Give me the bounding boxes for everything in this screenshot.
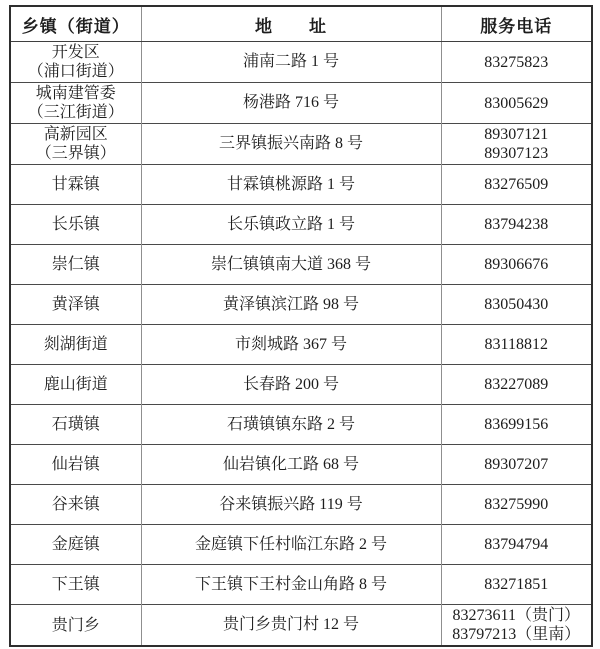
phone-line: 83276509	[484, 176, 549, 193]
phone-cell	[441, 405, 592, 445]
township-line: 下王镇	[51, 576, 100, 593]
township-cell	[10, 245, 141, 285]
table-row	[10, 405, 592, 445]
township-line: 黄泽镇	[51, 296, 100, 313]
table-row	[10, 245, 592, 285]
township-cell	[10, 485, 141, 525]
township-cell	[10, 285, 141, 325]
address-cell: 杨港路 716 号	[141, 83, 441, 124]
phone-line: 83050430	[484, 296, 549, 313]
table-row	[10, 485, 592, 525]
phone-cell	[441, 605, 592, 647]
township-cell	[10, 42, 141, 83]
phone-line: 89307123	[484, 145, 549, 162]
phone-line: 83794794	[484, 536, 549, 553]
township-line: 开发区	[51, 44, 100, 61]
township-line: 贵门乡	[51, 616, 100, 634]
phone-cell	[441, 285, 592, 325]
phone-line: 89307121	[484, 126, 549, 143]
table-row	[10, 205, 592, 245]
service-phone-table	[9, 5, 593, 647]
township-line: 金庭镇	[51, 536, 100, 553]
phone-line: 83227089	[484, 376, 549, 393]
township-line: 剡湖街道	[43, 336, 108, 353]
township-line: 甘霖镇	[51, 176, 100, 193]
address-cell: 崇仁镇镇南大道 368 号	[141, 245, 441, 285]
address-cell: 浦南二路 1 号	[141, 42, 441, 83]
phone-cell	[441, 325, 592, 365]
township-line: 崇仁镇	[51, 256, 100, 273]
township-cell	[10, 165, 141, 205]
phone-cell	[441, 42, 592, 83]
address-cell: 市剡城路 367 号	[141, 325, 441, 365]
address-cell: 石璜镇镇东路 2 号	[141, 405, 441, 445]
township-line: （三江街道）	[27, 104, 124, 121]
phone-cell	[441, 83, 592, 124]
township-line: 城南建管委	[35, 85, 116, 102]
table-row	[10, 565, 592, 605]
table-row	[10, 83, 592, 124]
address-cell: 长春路 200 号	[141, 365, 441, 405]
phone-cell	[441, 165, 592, 205]
township-cell	[10, 325, 141, 365]
township-cell	[10, 365, 141, 405]
township-line: 长乐镇	[51, 216, 100, 233]
phone-line: 83273611（贵门）	[452, 607, 580, 624]
township-cell	[10, 205, 141, 245]
phone-cell	[441, 245, 592, 285]
address-cell: 下王镇下王村金山角路 8 号	[141, 565, 441, 605]
phone-line: 83797213（里南）	[452, 626, 581, 643]
township-cell	[10, 525, 141, 565]
township-cell	[10, 565, 141, 605]
township-line: 石璜镇	[51, 416, 100, 433]
phone-line: 89306676	[484, 256, 549, 273]
phone-line: 83699156	[484, 416, 549, 433]
address-cell: 仙岩镇化工路 68 号	[141, 445, 441, 485]
table-header	[10, 6, 592, 42]
township-line: （三界镇）	[35, 145, 116, 162]
phone-cell	[441, 124, 592, 165]
township-line: 高新园区	[43, 126, 108, 143]
table-row	[10, 445, 592, 485]
phone-cell	[441, 205, 592, 245]
phone-cell	[441, 525, 592, 565]
phone-line: 83118812	[484, 336, 548, 353]
phone-line: 83794238	[484, 216, 549, 233]
phone-line: 83271851	[484, 576, 549, 593]
phone-line: 83275823	[484, 53, 549, 71]
table-row	[10, 325, 592, 365]
address-cell: 三界镇振兴南路 8 号	[141, 124, 441, 165]
table-row	[10, 365, 592, 405]
column-header-address: 地 址	[141, 6, 441, 42]
township-line: （浦口街道）	[27, 63, 124, 80]
phone-cell	[441, 485, 592, 525]
table-body	[10, 42, 592, 647]
table-row	[10, 124, 592, 165]
address-cell: 金庭镇下任村临江东路 2 号	[141, 525, 441, 565]
township-cell	[10, 605, 141, 647]
phone-cell	[441, 365, 592, 405]
table-row	[10, 285, 592, 325]
table-row	[10, 605, 592, 647]
township-cell	[10, 405, 141, 445]
township-line: 仙岩镇	[51, 456, 100, 473]
township-cell	[10, 83, 141, 124]
phone-cell	[441, 445, 592, 485]
phone-line: 83005629	[484, 94, 549, 112]
address-cell: 黄泽镇滨江路 98 号	[141, 285, 441, 325]
address-cell: 甘霖镇桃源路 1 号	[141, 165, 441, 205]
table-row	[10, 42, 592, 83]
header-row	[10, 6, 592, 42]
township-line: 鹿山街道	[43, 376, 108, 393]
address-cell: 谷来镇振兴路 119 号	[141, 485, 441, 525]
table-row	[10, 165, 592, 205]
phone-cell	[441, 565, 592, 605]
address-cell: 贵门乡贵门村 12 号	[141, 605, 441, 647]
phone-line: 83275990	[484, 496, 549, 513]
column-header-township: 乡镇（街道）	[10, 6, 141, 42]
table-row	[10, 525, 592, 565]
column-header-phone: 服务电话	[441, 6, 592, 42]
township-line: 谷来镇	[51, 496, 100, 513]
township-cell	[10, 445, 141, 485]
address-cell: 长乐镇政立路 1 号	[141, 205, 441, 245]
phone-line: 89307207	[484, 456, 549, 473]
township-cell	[10, 124, 141, 165]
